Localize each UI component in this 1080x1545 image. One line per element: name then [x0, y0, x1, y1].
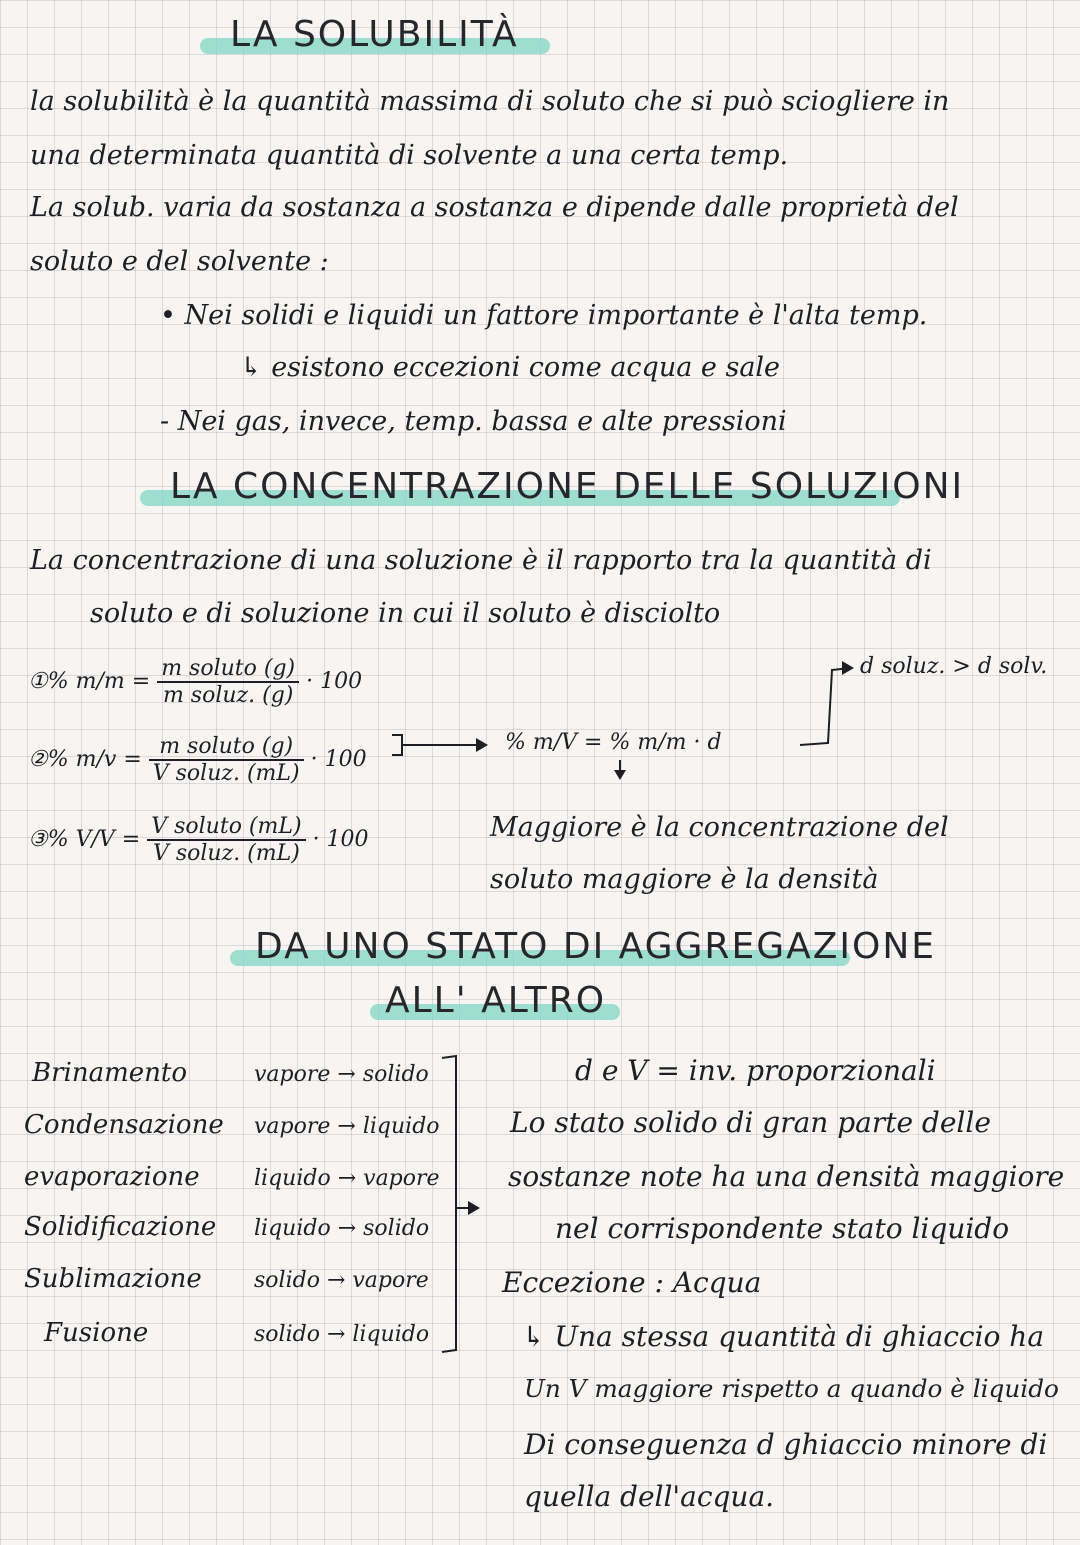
section-title-states-2: ALL' ALTRO — [385, 980, 607, 1021]
fraction-denominator: V soluz. (mL) — [152, 841, 300, 866]
formula-label: ③% V/V = — [28, 827, 141, 852]
transition-name: Solidificazione — [24, 1212, 217, 1242]
state-from: solido — [254, 1268, 320, 1293]
text-line: una determinata quantità di solvente a una certa temp. — [30, 140, 789, 171]
note-line: ↳ Una stessa quantità di ghiaccio ha — [522, 1320, 1045, 1353]
note-line: d e V = inv. proporzionali — [575, 1054, 936, 1087]
state-from: vapore — [254, 1062, 331, 1087]
formula-factor: · 100 — [306, 669, 363, 694]
fraction-denominator: V soluz. (mL) — [152, 761, 300, 786]
fraction-numerator: m soluto (g) — [157, 656, 299, 683]
bullet-item: - Nei gas, invece, temp. bassa e alte pressioni — [160, 406, 787, 437]
formula-label: ①% m/m = — [28, 669, 151, 694]
state-to: liquido — [352, 1322, 430, 1347]
conclusion-line: soluto maggiore è la densità — [490, 864, 879, 895]
transition-name: Fusione — [44, 1318, 149, 1348]
transition-row — [254, 1322, 429, 1347]
fraction-numerator: V soluto (mL) — [147, 814, 305, 841]
text-line: La concentrazione di una soluzione è il rapporto tra la quantità di — [30, 545, 932, 576]
transition-name: evaporazione — [24, 1162, 200, 1192]
transition-row — [254, 1216, 429, 1241]
state-to: solido — [362, 1062, 429, 1087]
transition-row — [254, 1268, 429, 1293]
state-to: vapore — [363, 1166, 440, 1191]
arrow-icon: → — [326, 1322, 346, 1347]
text-line: La solub. varia da sostanza a sostanza e dipende dalle proprietà del — [30, 192, 959, 223]
section-title-states-1: DA UNO STATO DI AGGREGAZIONE — [255, 926, 937, 967]
state-from: liquido — [254, 1166, 331, 1191]
fraction-numerator: m soluto (g) — [149, 734, 304, 761]
formula-mm — [28, 656, 362, 708]
transitions-bracket — [440, 1050, 500, 1360]
transition-row — [254, 1166, 440, 1191]
density-note: d soluz. > d solv. — [860, 654, 1048, 679]
fraction — [147, 814, 305, 866]
formula-mv — [28, 734, 367, 786]
text-line: soluto e di soluzione in cui il soluto è disciolto — [90, 598, 721, 629]
note-line: Di conseguenza d ghiaccio minore di — [524, 1428, 1048, 1461]
note-line: sostanze note ha una densità maggiore — [508, 1160, 1065, 1193]
transition-row — [254, 1062, 429, 1087]
formula-factor: · 100 — [312, 827, 369, 852]
note-line: Un V maggiore rispetto a quando è liquido — [524, 1374, 1059, 1403]
transition-name: Sublimazione — [24, 1264, 202, 1294]
text-line: soluto e del solvente : — [30, 246, 329, 277]
conclusion-line: Maggiore è la concentrazione del — [490, 812, 949, 843]
arrow-icon: → — [337, 1216, 357, 1241]
fraction — [157, 656, 299, 708]
note-line: nel corrispondente stato liquido — [555, 1212, 1010, 1245]
fraction-denominator: m soluz. (g) — [162, 683, 294, 708]
note-line: Eccezione : Acqua — [502, 1266, 762, 1299]
note-line: quella dell'acqua. — [524, 1480, 775, 1513]
state-to: vapore — [352, 1268, 429, 1293]
section-title-solubility: LA SOLUBILITÀ — [230, 14, 519, 55]
bullet-item: • Nei solidi e liquidi un fattore importante è l'alta temp. — [160, 300, 928, 331]
arrow-icon: → — [337, 1062, 356, 1087]
text-line: la solubilità è la quantità massima di soluto che si può sciogliere in — [30, 86, 950, 117]
state-to: liquido — [362, 1114, 440, 1139]
transition-row — [254, 1114, 440, 1139]
arrow-icon: → — [337, 1114, 356, 1139]
note-line: Lo stato solido di gran parte delle — [510, 1106, 991, 1139]
formula-label: ②% m/v = — [28, 747, 142, 772]
fraction — [149, 734, 304, 786]
bullet-subitem: ↳ esistono eccezioni come acqua e sale — [240, 352, 781, 383]
state-from: vapore — [254, 1114, 331, 1139]
arrow-icon: → — [337, 1166, 357, 1191]
formula-vv — [28, 814, 369, 866]
section-title-concentration: LA CONCENTRAZIONE DELLE SOLUZIONI — [170, 466, 965, 507]
state-to: solido — [363, 1216, 430, 1241]
relation-formula: % m/V = % m/m · d — [505, 730, 722, 755]
formula-factor: · 100 — [310, 747, 367, 772]
transition-name: Condensazione — [24, 1110, 224, 1140]
transition-name: Brinamento — [32, 1058, 187, 1088]
state-from: liquido — [254, 1216, 331, 1241]
state-from: solido — [254, 1322, 320, 1347]
arrow-icon: → — [326, 1268, 346, 1293]
